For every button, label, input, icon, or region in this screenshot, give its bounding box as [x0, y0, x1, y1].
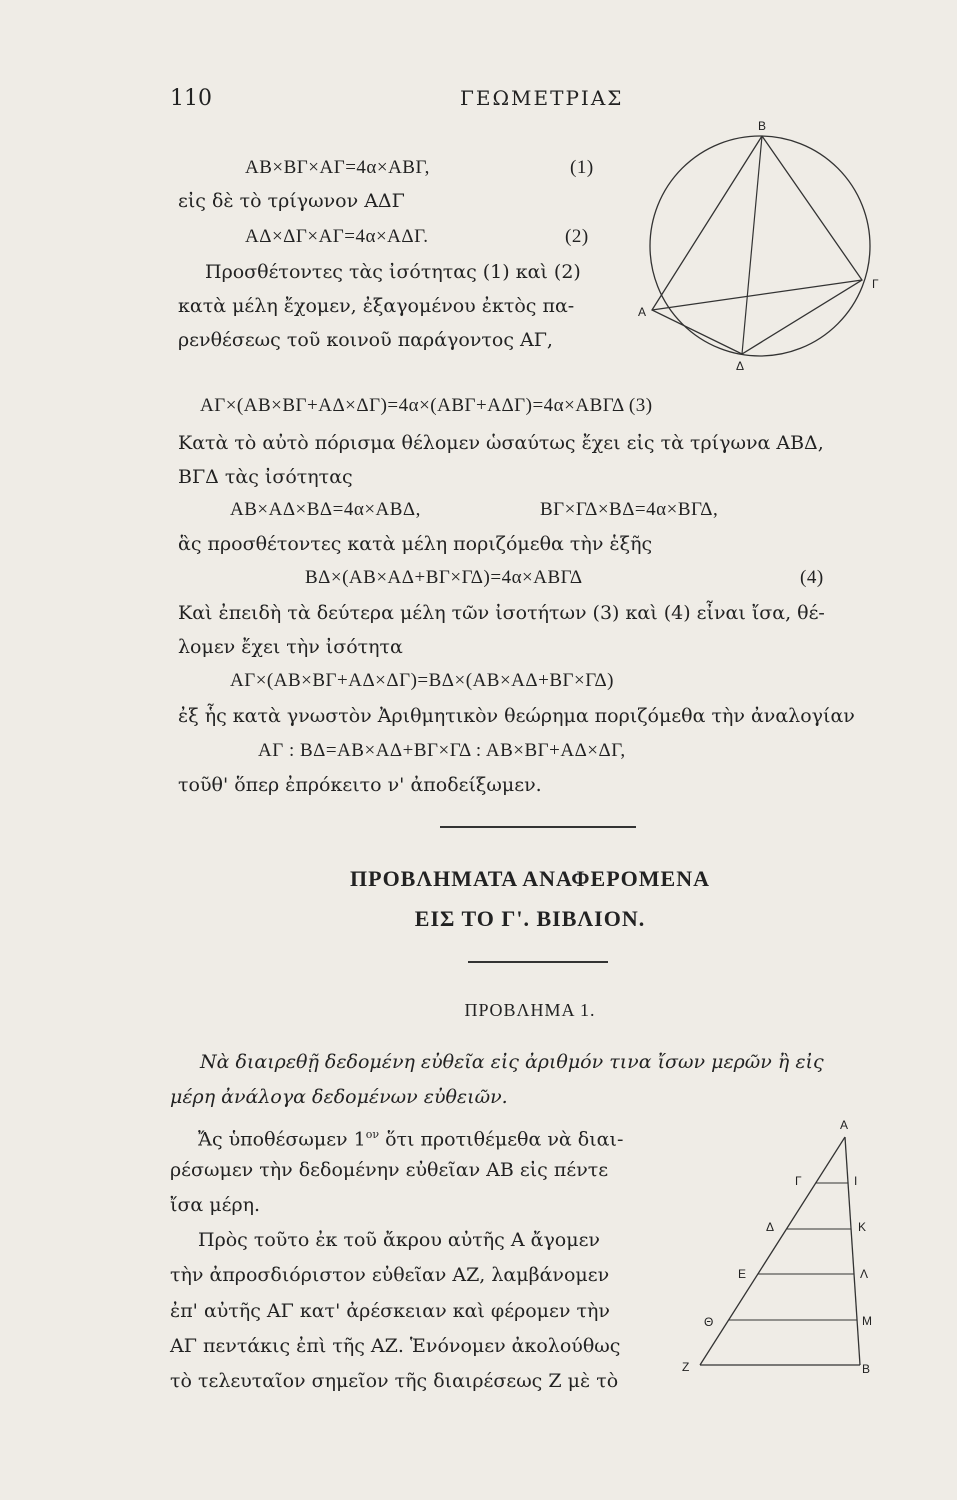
- point-label-d: Δ: [736, 359, 745, 373]
- equation-4-number: (4): [800, 567, 824, 588]
- text-line: ἐξ ἧς κατὰ γνωστὸν Ἀριθμητικὸν θεώρημα ποριζόμεθα τὴν ἀναλογίαν: [178, 705, 855, 727]
- equation-5: ΑΓ×(ΑΒ×ΒΓ+ΑΔ×ΔΓ)=ΒΔ×(ΑΒ×ΑΔ+ΒΓ×ΓΔ): [230, 670, 614, 691]
- point-label-a: Α: [638, 305, 647, 319]
- equation-6: ΑΓ : ΒΔ=ΑΒ×ΑΔ+ΒΓ×ΓΔ : ΑΒ×ΒΓ+ΑΔ×ΔΓ,: [258, 740, 626, 761]
- text-line: Καὶ ἐπειδὴ τὰ δεύτερα μέλη τῶν ἰσοτήτων (3) καὶ (4) εἶναι ἴσα, θέ-: [178, 602, 825, 624]
- divider-rule: [440, 826, 636, 828]
- page-header: [170, 86, 707, 116]
- point-label-b: Β: [758, 119, 767, 133]
- text-line: εἰς δὲ τὸ τρίγωνον ΑΔΓ: [178, 190, 405, 212]
- text-line: τὴν ἀπροσδιόριστον εὐθεῖαν ΑΖ, λαμβάνομεν: [170, 1264, 610, 1286]
- divider-rule: [468, 961, 608, 963]
- text-line: ἴσα μέρη.: [170, 1194, 261, 1216]
- point-label-l: Λ: [860, 1267, 869, 1281]
- text-line: Κατὰ τὸ αὐτὸ πόρισμα θέλομεν ὡσαύτως ἔχει εἰς τὰ τρίγωνα ΑΒΔ,: [178, 432, 824, 454]
- point-label-m: Μ: [862, 1314, 872, 1328]
- section-heading: ΠΡΟΒΛΗΜΑΤΑ ΑΝΑΦΕΡΟΜΕΝΑ: [350, 866, 710, 891]
- text-line: ΒΓΔ τὰς ἰσότητας: [178, 466, 353, 488]
- equation-3: ΑΓ×(ΑΒ×ΒΓ+ΑΔ×ΔΓ)=4α×(ΑΒΓ+ΑΔΓ)=4α×ΑΒΓΔ (3): [200, 395, 653, 416]
- equation-bgd: ΒΓ×ΓΔ×ΒΔ=4α×ΒΓΔ,: [540, 499, 719, 520]
- problem-title: ΠΡΟΒΛΗΜΑ 1.: [464, 1000, 596, 1020]
- text-line: Προσθέτοντες τὰς ἰσότητας (1) καὶ (2): [205, 261, 581, 283]
- point-label-k: Κ: [858, 1220, 867, 1234]
- equation-abd: ΑΒ×ΑΔ×ΒΔ=4α×ΑΒΔ,: [230, 499, 421, 520]
- point-label-z: Ζ: [682, 1360, 690, 1374]
- equation-1: ΑΒ×ΒΓ×ΑΓ=4α×ΑΒΓ,: [245, 157, 430, 178]
- inscribed-quadrilateral-figure: [630, 118, 890, 378]
- text-line: ΑΓ πεντάκις ἐπὶ τῆς ΑΖ. Ἑνόνομεν ἀκολούθως: [170, 1335, 621, 1357]
- quadrilateral: [652, 136, 862, 354]
- text-line: λομεν ἔχει τὴν ἰσότητα: [178, 636, 403, 658]
- line-division-figure: [680, 1115, 890, 1390]
- text-line: ἐπ' αὐτῆς ΑΓ κατ' ἀρέσκειαν καὶ φέρομεν τὴν: [170, 1300, 610, 1322]
- point-label-e: Ε: [738, 1267, 747, 1281]
- point-label-g: Γ: [872, 277, 879, 291]
- text-line: τοῦθ' ὅπερ ἐπρόκειτο ν' ἀποδείξωμεν.: [178, 774, 542, 796]
- circle: [650, 136, 870, 356]
- equation-1-number: (1): [570, 157, 594, 178]
- equation-2: ΑΔ×ΔΓ×ΑΓ=4α×ΑΔΓ.: [245, 226, 429, 247]
- text-line: κατὰ μέλη ἔχομεν, ἐξαγομένου ἐκτὸς πα-: [178, 295, 575, 317]
- diagonal-ag: [652, 280, 862, 310]
- problem-statement: μέρη ἀνάλογα δεδομένων εὐθειῶν.: [170, 1086, 508, 1108]
- diagonal-bd: [742, 136, 762, 354]
- text-line: τὸ τελευταῖον σημεῖον τῆς διαιρέσεως Ζ μὲ τὸ: [170, 1370, 619, 1392]
- point-label-i: Ι: [854, 1174, 858, 1188]
- section-subheading: ΕΙΣ ΤΟ Γ'. ΒΙΒΛΙΟΝ.: [414, 906, 646, 931]
- running-title: ΓΕΩΜΕΤΡΙΑΣ: [460, 86, 624, 110]
- equation-4: ΒΔ×(ΑΒ×ΑΔ+ΒΓ×ΓΔ)=4α×ΑΒΓΔ: [305, 567, 583, 588]
- page-number: 110: [170, 86, 212, 111]
- point-label-b: Β: [862, 1362, 871, 1376]
- problem-statement: Νὰ διαιρεθῇ δεδομένη εὐθεῖα εἰς ἀριθμόν τινα ἴσων μερῶν ἢ εἰς: [200, 1051, 824, 1073]
- point-label-th: Θ: [704, 1315, 714, 1329]
- text-line: ρέσωμεν τὴν δεδομένην εὐθεῖαν ΑΒ εἰς πέντε: [170, 1159, 609, 1181]
- text-line: ἃς προσθέτοντες κατὰ μέλη ποριζόμεθα τὴν ἑξῆς: [178, 533, 653, 555]
- equation-2-number: (2): [565, 226, 589, 247]
- line-ab: [845, 1137, 860, 1365]
- text-line: Πρὸς τοῦτο ἐκ τοῦ ἄκρου αὐτῆς Α ἄγομεν: [198, 1229, 600, 1251]
- line-az: [700, 1137, 845, 1365]
- point-label-d: Δ: [766, 1220, 775, 1234]
- text-line: ρενθέσεως τοῦ κοινοῦ παράγοντος ΑΓ,: [178, 329, 553, 351]
- text-line: Ἄς ὑποθέσωμεν $1^{o\nu}$ ὅτι προτιθέμεθα νὰ διαι-: [198, 1128, 624, 1151]
- point-label-g: Γ: [795, 1174, 802, 1188]
- point-label-a: Α: [840, 1118, 849, 1132]
